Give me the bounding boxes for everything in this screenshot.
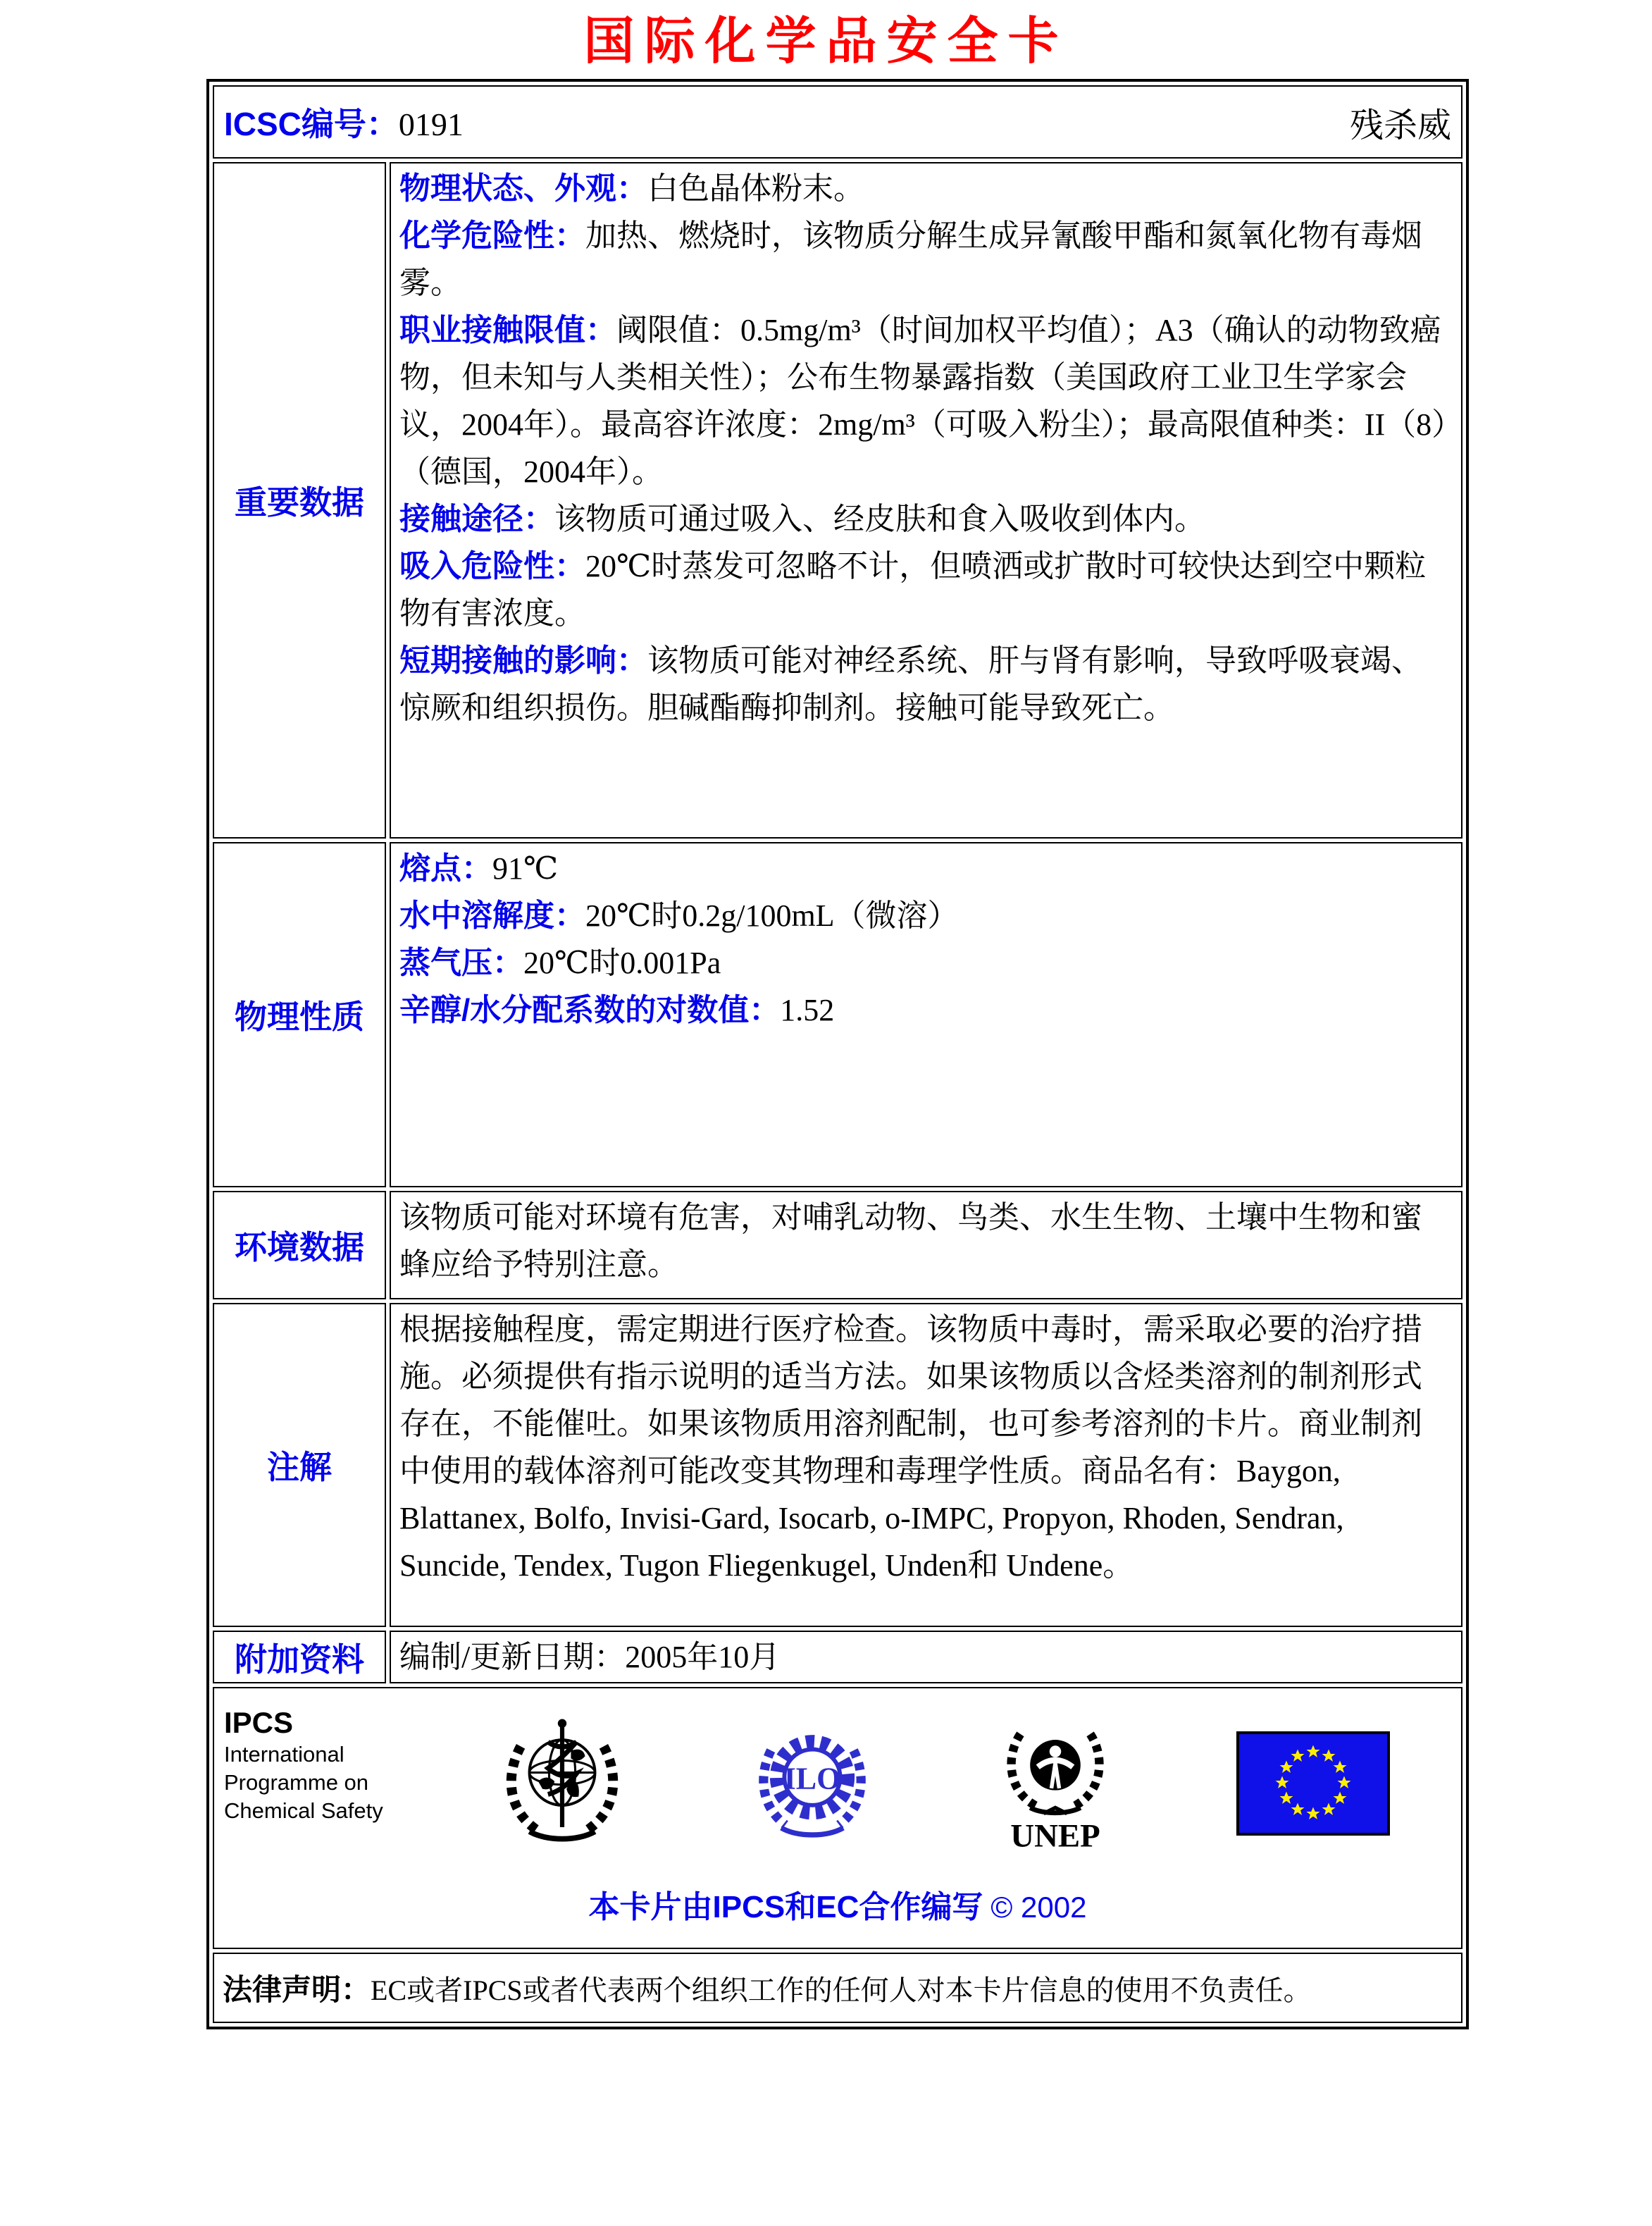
field-inhalation-risk: 吸入危险性：20℃时蒸发可忽略不计，但喷洒或扩散时可较快达到空中颗粒物有害浓度。: [399, 549, 1427, 631]
field-logpow: 辛醇/水分配系数的对数值：1.52: [399, 993, 835, 1027]
legal-label: 法律声明：: [223, 1973, 371, 2006]
field-vapor-pressure: 蒸气压：20℃时0.001Pa: [399, 946, 721, 980]
page-title: 国际化学品安全卡: [583, 13, 1069, 70]
field-melting-point: 熔点：91℃: [399, 851, 559, 886]
field-physical-state: 物理状态、外观：白色晶体粉末。: [399, 171, 864, 206]
row-label-environmental-data: 环境数据: [213, 1191, 386, 1299]
unep-logo-icon: [997, 1717, 1114, 1854]
legal-text: EC或者IPCS或者代表两个组织工作的任何人对本卡片信息的使用不负责任。: [371, 1974, 1312, 2006]
additional-info-text: 编制/更新日期：2005年10月: [399, 1640, 781, 1674]
ilo-letters: ILO: [783, 1760, 841, 1795]
ipcs-name-line: Programme on: [224, 1770, 369, 1795]
environmental-data-content: [390, 1191, 1462, 1299]
notes-content: [390, 1303, 1462, 1627]
ipcs-block: [224, 1693, 435, 1825]
notes-row: [213, 1303, 1462, 1627]
important-data-content: [390, 162, 1462, 839]
row-label-additional-info: 附加资料: [213, 1631, 386, 1683]
legal-cell: [213, 1953, 1462, 2023]
icsc-number-group: [224, 99, 464, 145]
field-chemical-danger: 化学危险性：加热、燃烧时，该物质分解生成异氰酸甲酯和氮氧化物有毒烟雾。: [399, 218, 1422, 300]
additional-info-content: [390, 1631, 1462, 1683]
icsc-number-value: 0191: [398, 106, 464, 142]
additional-info-row: [213, 1631, 1462, 1683]
environmental-data-row: [213, 1191, 1462, 1299]
environmental-data-text: 该物质可能对环境有危害，对哺乳动物、鸟类、水生生物、土壤中生物和蜜蜂应给予特别注意。: [399, 1200, 1422, 1282]
physical-properties-content: [390, 842, 1462, 1187]
physical-properties-row: [213, 842, 1462, 1187]
header-cell: [213, 85, 1462, 159]
logos-row: [213, 1687, 1462, 1949]
credit-text: 本卡片由IPCS和EC合作编写: [588, 1890, 983, 1924]
field-exposure-routes: 接触途径：该物质可通过吸入、经皮肤和食入吸收到体内。: [399, 502, 1205, 536]
logos-cell: [213, 1687, 1462, 1949]
field-occupational-limits: 职业接触限值：阈限值：0.5mg/m³（时间加权平均值）；A3（确认的动物致癌物，但未知与人类相关性）；公布生物暴露指数（美国政府工业卫生学家会议，2004年）。最高容许浓度：2mg/m³（可吸入粉尘）；最高限值种类：II（8）（德国，2004年）。: [399, 313, 1448, 489]
important-data-row: [213, 162, 1462, 839]
legal-row: [213, 1953, 1462, 2023]
ilo-logo-icon: [750, 1721, 874, 1849]
chemical-name: 残杀威: [1349, 106, 1451, 144]
field-water-solubility: 水中溶解度：20℃时0.2g/100mL（微溶）: [399, 898, 959, 933]
notes-text: 根据接触程度，需定期进行医疗检查。该物质中毒时，需采取必要的治疗措施。必须提供有指示说明的适当方法。如果该物质以含烃类溶剂的制剂形式存在，不能催吐。如果该物质用溶剂配制，也可参考溶剂的卡片。商业制剂中使用的载体溶剂可能改变其物理和毒理学性质。商品名有：Baygon, Blattanex, Bolfo, Invisi-Gard, Isocarb, o-IMPC, Propyon, Rhoden, Sendran, Suncide, Tendex, Tugon Fliegenkugel, Unden和 Undene。: [399, 1312, 1422, 1583]
who-logo-icon: [497, 1718, 628, 1853]
ipcs-acronym: IPCS: [224, 1706, 294, 1739]
credit-copyright: © 2002: [990, 1891, 1087, 1924]
field-short-term-effects: 短期接触的影响：该物质可能对神经系统、肝与肾有影响，导致呼吸衰竭、惊厥和组织损伤。胆碱酯酶抑制剂。接触可能导致死亡。: [399, 643, 1422, 725]
row-label-notes: 注解: [213, 1303, 386, 1627]
eu-flag-icon: [1236, 1731, 1390, 1839]
ipcs-name-line: International: [224, 1742, 344, 1767]
unep-letters: UNEP: [1010, 1817, 1100, 1850]
credit-line: [224, 1881, 1451, 1927]
icsc-number-label: ICSC编号：: [224, 106, 399, 142]
icsc-card-table: [206, 79, 1469, 2029]
ipcs-name-line: Chemical Safety: [224, 1798, 383, 1823]
row-label-physical-properties: 物理性质: [213, 842, 386, 1187]
row-label-important-data: 重要数据: [213, 162, 386, 839]
header-row: [213, 85, 1462, 159]
